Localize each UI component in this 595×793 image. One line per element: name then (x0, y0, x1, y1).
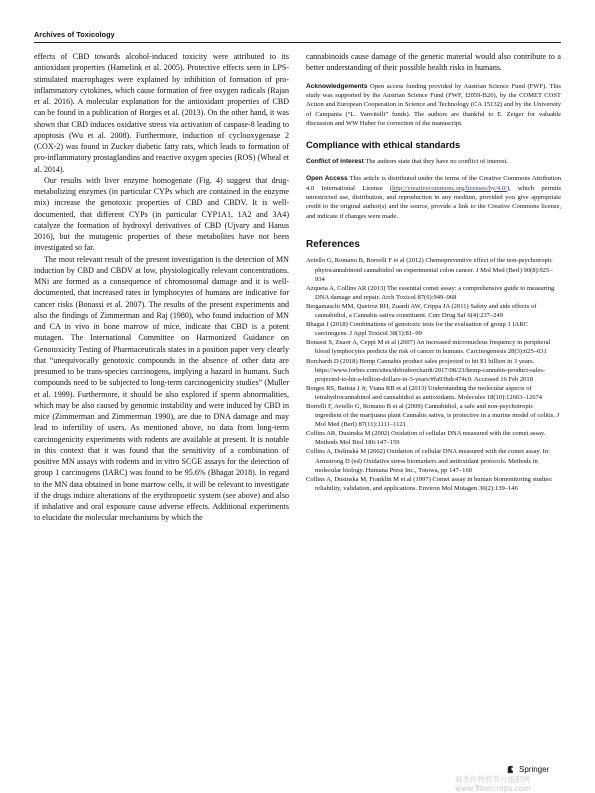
reference-item: Collins A, Dusinska M, Franklin M et al (1997) Comet assay in human biomonitoring studies: reliability, validation, and applications. Environ Mol Mutagen 30(2):139–146 (306, 475, 553, 492)
watermark-line-1: 麻类作物营养与施肥网 (455, 775, 530, 784)
publisher-name: Springer (519, 765, 550, 774)
reference-item: Bergamaschi MM, Queiroz RH, Zuardi AW, Crippa JA (2011) Safety and side effects of cannabidiol, a Cannabis sativa constituent. Curr Drug Saf 6(4):237–249 (306, 302, 537, 320)
conflict-of-interest-text: The authors state that they have no conflict of interest. (365, 157, 508, 165)
reference-item: Borchardt D (2018) Hemp Cannabis product sales projected to hit $1 billion in 3 years. https://www.forbes.com/sites/debraborchardt/2017/08/23/hemp-cannabis-product-sales-projected-to-hit-a-billion-dollars-in-3-years/#fa93bdc474c0. Accessed 16 Feb 2018 (306, 357, 546, 383)
body-paragraph-2: Our results with liver enzyme homogenate (Fig. 4) suggest that drug-metabolizing enzymes (in particular CYPs which are contained in the enzyme mix) increase the genotoxic properties of CBD and CBDV. It is well-documented, that different CYPs (in particular CYP1A1, 1A2 and 3A4) catalyze the formation of hydroxyl derivatives of CBD (Ujvary and Hanus 2016), but the mutagenic properties of these metabolites have not been investigated so far. (34, 175, 289, 253)
reference-item: Borges RS, Batista J Jr, Viana RB et al (2013) Understanding the molecular aspects of tetrahydrocannabinol and cannabidiol as antioxidants. Molecules 18(10):12663–12674 (306, 384, 543, 401)
reference-item: Collins AR, Dusinska M (2002) Oxidation of cellular DNA measured with the comet assay. Methods Mol Biol 186:147–159 (306, 430, 546, 447)
open-access (306, 174, 561, 221)
reference-item: Bhagat J (2018) Combinations of genotoxic tests for the evaluation of group 1 IARC carcinogens. J Appl Toxicol 38(1):81–99 (306, 321, 529, 338)
reference-item: Borrelli F, Aviello G, Romano B et al (2009) Cannabidiol, a safe and non-psychotropic ingredient of the marijuana plant Cannabis sativa, is protective in a murine model of colitis. J Mol Med (Berl) 87(11):1111–1121 (306, 402, 560, 429)
reference-item: Bonassi S, Znaor A, Ceppi M et al (2007) An increased micronucleus frequency in peripheral blood lymphocytes predicts the risk of cancer in humans. Carcinogenesis 28(3):625–631 (306, 339, 551, 356)
open-access-text-2: ), which permits unrestricted use, distribution, and reproduction in any medium, provided you give appropriate credit to the original author(s) and the source, provide a link to the Creative Commons license, and indicate if changes were made. (306, 184, 562, 220)
left-column (34, 51, 289, 524)
references-heading: References (306, 239, 360, 251)
body-paragraph-continued: cannabinoids cause damage of the genetic material would also contribute to a better understanding of their possible health risks in humans. (306, 52, 561, 73)
open-access-label: Open Access (306, 175, 348, 183)
body-paragraph-3: The most relevant result of the present investigation is the detection of MN induction by CBD and CBDV at low, physiologically relevant concentrations. MNi are formed as a consequence of chromosomal damage and it is well-documented, that increased rates in lymphocytes of humans are indicative for cancer risks (Bonassi et al. 2007). The results of the present experiments and also the findings of Zimmerman and Raj (1980), who found induction of MN and CA in vivo in bone marrow of mice, indicate that CBD is a potent mutagen. The International Committee on Harmonized Guidance on Genotoxicity Testing of Pharmaceuticals states in a position paper very clearly that “unequivocally genotoxic compounds in the absence of other data are presumed to be trans-species carcinogens, implying a hazard in humans. Such compounds need to be subjected to long-term carcinogenicity studies” (Muller et al. 1999). Furthermore, it should be also explored if sperm abnormalities, which may be also caused by genomic instability and were induced by CBD in mice (Zimmerman and Zimmerman 1990), are due to DNA damage and may lead to infertility of users. As mentioned above, no data from long-term carcinogenicity experiments with rodents are available at present. It is notable in this context that it was found that the sensitivity of a combination of positive MN assays with rodents and in vitro SCGE assays for the detection of group 1 carcinogens (IARC) was found to be 95.6% (Bhagat 2018). In regard to the MN data obtained in bone marrow cells, it will be relevant to investigate if the drugs induce alterations of the erythropoetic system (see above) and also if inhalative and oral exposure cause adverse effects. Additional experiments to elucidate the molecular mechanisms by which the (34, 254, 289, 523)
right-column (306, 51, 561, 493)
publisher-logo (505, 764, 549, 775)
watermark-line-2: www.fibercrops.com (455, 784, 531, 793)
reference-item: Azqueta A, Collins AR (2013) The essential comet assay: a comprehensive guide to measuring DNA damage and repair. Arch Toxicol 87(6):949–968 (306, 284, 555, 301)
reference-item: Collins A, Dušinská M (2002) Oxidation of cellular DNA measured with the comet assay. In: Armstrong D (ed) Oxidative stress biomarkers and antioxidant protocols. Methods in molecular biology. Humana Press Inc., Totowa, pp 147–160 (306, 448, 550, 474)
acknowledgements (306, 82, 561, 129)
journal-title: Archives of Toxicology (34, 30, 115, 39)
watermark (455, 775, 531, 793)
creative-commons-link[interactable]: http://creativecommons.org/licenses/by/4.0/ (392, 184, 507, 192)
acknowledgements-label: Acknowledgements (306, 82, 368, 90)
open-access-text-1: This article is distributed under the terms of the Creative Commons Attribution 4.0 International License ( (306, 175, 561, 192)
conflict-of-interest-label: Conflict of interest (306, 157, 364, 165)
reference-item: Aviello G, Romano B, Borrelli F et al (2012) Chemopreventive effect of the non-psychotropic phytocannabinoid cannabidiol on experimental colon cancer. J Mol Med (Berl) 90(8):925–934 (306, 257, 553, 283)
header-rule (34, 42, 561, 43)
body-paragraph-1: effects of CBD towards alcohol-induced toxicity were attributed to its antioxidant properties (Hamelink et al. 2005). Protective effects seen in LPS-stimulated macrophages were explained by inhibition of formation of pro-inflammatory cytokines, which cause formation of free oxygen radicals (Rajan et al. 2016). A molecular explanation for the antioxidant properties of CBD can be found in a publication of Borges et al. (2013). On the other hand, it was shown that CBD induces oxidative stress via activation of caspase-8 leading to apoptosis (Wu et al. 2008). Furthermore, induction of cyclooxygenase 2 (COX-2) was found in Zucker diabetic fatty rats, which leads to formation of pro-inflammatory prostaglandins and reactive oxygen species (ROS) (Wheal et al. 2014). (34, 52, 289, 174)
reference-list (306, 256, 561, 492)
conflict-of-interest (306, 157, 561, 166)
springer-horse-icon (505, 764, 516, 775)
acknowledgements-text: Open access funding provided by Austrian Science Fund (FWF). This study was supported by the Austrian Science Fund (FWF, I2059-B20), by the COMET COST Action and European Cooperation in Science and Technology (CA 15132) and by the University of Campania (“L. Vanvitelli” funds). The authors are thankful to E. Zeiger for valuable discussion and WW Huber for correction of the manuscript. (306, 82, 561, 128)
compliance-heading: Compliance with ethical standards (306, 138, 461, 150)
